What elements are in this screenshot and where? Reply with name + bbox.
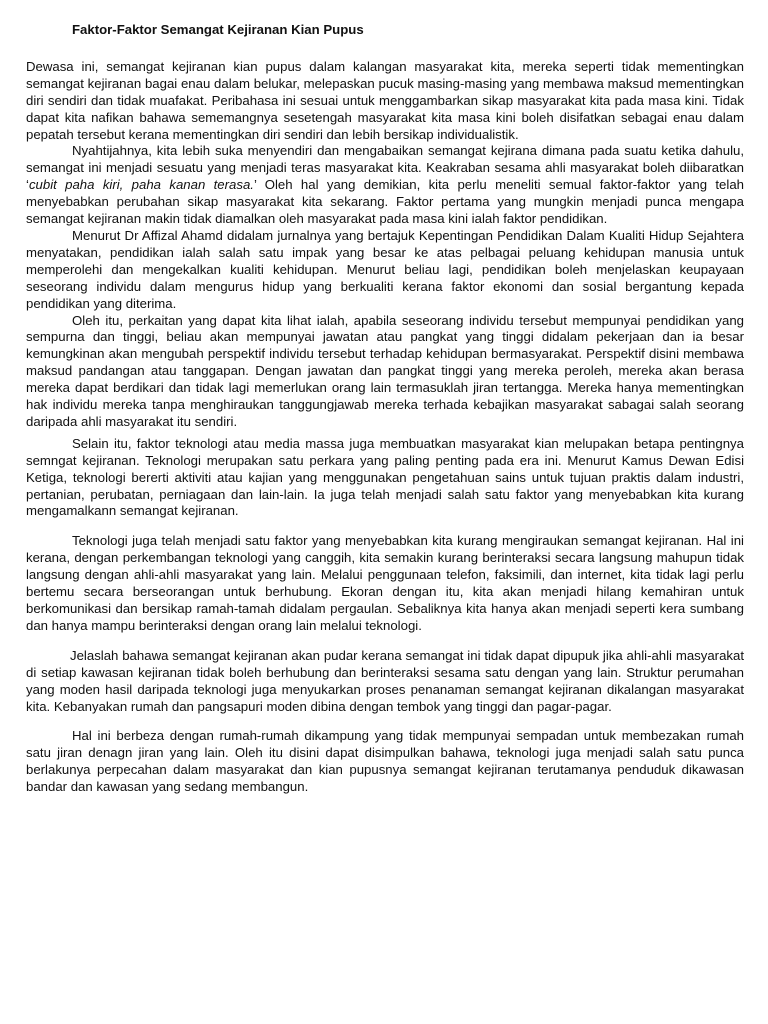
paragraph-2-after: ’ Oleh hal yang demikian, kita perlu meneliti semual faktor-faktor yang telah menyebabkan perubahan sikap masyarakat kita sekarang. Faktor pertama yang mungkin menjadi punca mengapa semangat kejiranan makin tidak diamalkan oleh masyarakat pada masa kini ialah faktor pendidikan.: [26, 177, 744, 227]
paragraph-8: Hal ini berbeza dengan rumah-rumah dikampung yang tidak mempunyai sempadan untuk membezakan rumah satu jiran denagn jiran yang lain. Oleh itu disini dapat disimpulkan bahawa, teknologi juga menjadi salah satu punca berlakunya perpecahan dalam masyarakat dan kian pupusnya semangat kejiranan terutamanya penduduk dikawasan bandar dan kawasan yang sedang membangun.: [26, 728, 744, 795]
paragraph-intro: Dewasa ini, semangat kejiranan kian pupus dalam kalangan masyarakat kita, mereka seperti tidak mementingkan semangat kejiranan bagai enau dalam belukar, melepaskan pucuk masing-masing yang membawa maksud mementingkan diri sendiri dan tidak muafakat. Peribahasa ini sesuai untuk menggambarkan sikap masyarakat kita pada masa kini. Tidak dapat kita nafikan bahawa sememangnya sesetengah masyarakat kita masa kini boleh disifatkan sebagai enau dalam pepatah tersebut kerana mementingkan diri sendiri dan lebih bersikap individualistik.: [26, 58, 744, 142]
paragraph-2-before: Nyahtijahnya, kita lebih suka menyendiri dan mengabaikan semangat kejirana dimana pada suatu ketika dahulu, semangat ini menjadi sesuatu yang menjadi teras masyarakat kita. Keakraban sesama ahli masyarakat boleh diibaratkan ‘: [26, 143, 744, 193]
paragraph-4: Oleh itu, perkaitan yang dapat kita lihat ialah, apabila seseorang individu tersebut mempunyai pendidikan yang sempurna dan tinggi, beliau akan mempunyai jawatan atau pangkat yang tinggi didalam pekerjaan dan ia besar kemungkinan akan mengubah perspektif individu tersebut terhadap kehidupan bermasyarakat. Perspektif disini membawa maksud pandangan atau tanggapan. Dengan jawatan dan pangkat tinggi yang mereka peroleh, mereka akan berasa mereka dapat berdikari dan tidak lagi memerlukan orang lain termasuklah jiran tertangga. Mereka hanya mementingkan hak individu mereka tanpa menghiraukan tanggungjawab mereka terhada kebajikan masyarakat sabagai salah seorang daripada ahli masyarakat itu sendiri.: [26, 312, 744, 429]
paragraph-3: Menurut Dr Affizal Ahamd didalam jurnalnya yang bertajuk Kepentingan Pendidikan Dalam Kualiti Hidup Sejahtera menyatakan, pendidikan ialah salah satu impak yang besar ke atas pelbagai peluang kehidupan manusia untuk memperolehi dan mengekalkan kualiti kehidupan. Menurut beliau lagi, pendidikan boleh menjelaskan keupayaan seseorang individu dalam mengurus hidup yang berkualiti kerana faktor ekonomi dan sosial bergantung kepada pendidikan yang diterima.: [26, 227, 744, 311]
paragraph-7: Jelaslah bahawa semangat kejiranan akan pudar kerana semangat ini tidak dapat dipupuk jika ahli-ahli masyarakat di setiap kawasan kejiranan tidak boleh berhubung dan berinteraksi sesama satu dengan yang lain. Struktur perumahan yang moden hasil daripada teknologi juga menyukarkan proses penanaman semangat kejiranan dikalangan masyarakat kita. Kebanyakan rumah dan pangsapuri moden dibina dengan tembok yang tinggi dan pagar-pagar.: [26, 647, 744, 714]
document-title: Faktor-Faktor Semangat Kejiranan Kian Pupus: [72, 22, 364, 37]
paragraph-5: Selain itu, faktor teknologi atau media massa juga membuatkan masyarakat kian melupakan betapa pentingnya semngat kejiranan. Teknologi merupakan satu perkara yang paling penting pada era ini. Menurut Kamus Dewan Edisi Ketiga, teknologi bererti aktiviti atau kajian yang menggunakan pengetahuan sains untuk tujuan praktis dalam industri, pertanian, perubatan, perniagaan dan lain-lain. Ia juga telah menjadi salah satu faktor yang menyebabkan kita kurang mengamalkann semangat kejiranan.: [26, 435, 744, 519]
paragraph-6: Teknologi juga telah menjadi satu faktor yang menyebabkan kita kurang mengiraukan semangat kejiranan. Hal ini kerana, dengan perkembangan teknologi yang canggih, kita semakin kurang berinteraksi secara langsung mahupun tidak langsung dengan ahli-ahli masyarakat yang lain. Melalui penggunaan telefon, faksimili, dan internet, kita tidak lagi perlu bertemu secara berseorangan untuk berhubung. Ekoran dengan itu, kita akan menjadi hilang kemahiran untuk berkomunikasi dan bersikap ramah-tamah didalam pergaulan. Sebaliknya kita hanya akan menjadi seperti kera sumbang dan hanya mampu berinteraksi dengan orang lain melalui teknologi.: [26, 533, 744, 633]
paragraph-2: [26, 143, 744, 228]
paragraph-2-proverb: cubit paha kiri, paha kanan terasa.: [28, 177, 254, 193]
document-page: [26, 22, 744, 796]
